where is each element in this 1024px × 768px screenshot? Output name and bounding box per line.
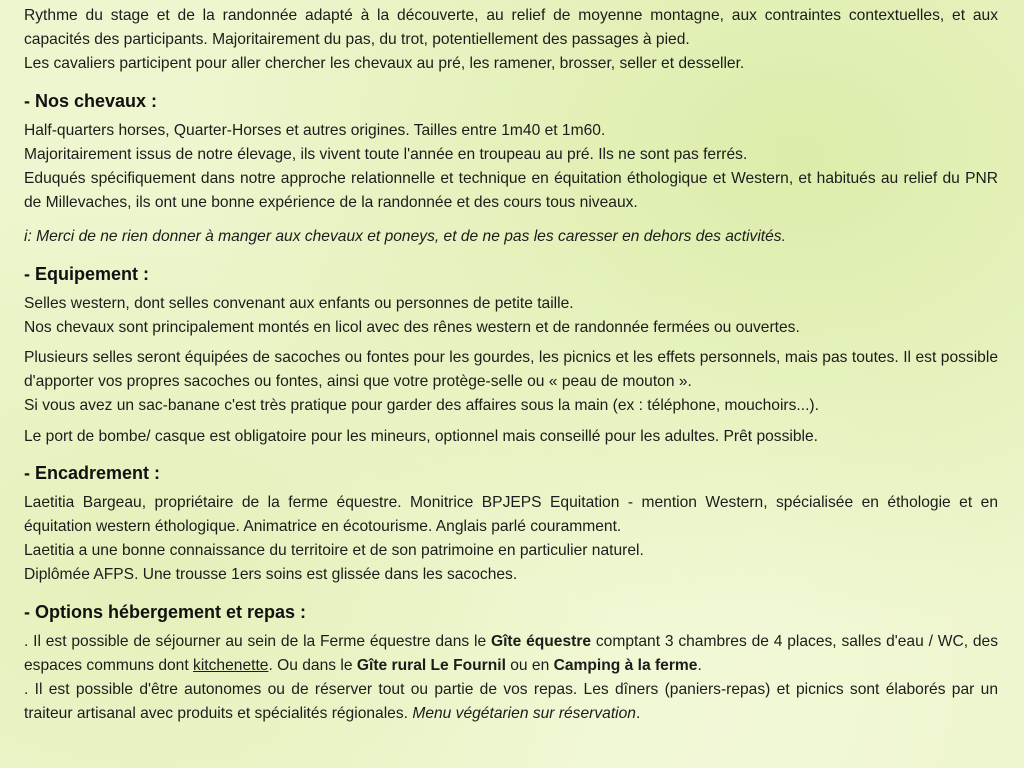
vegetarian-menu-note: Menu végétarien sur réservation — [412, 705, 636, 723]
section-title-equipement: - Equipement : — [24, 263, 149, 284]
encadrement-line-knowledge: Laetitia a une bonne connaissance du territoire et de son patrimoine en particulier naturel. — [24, 542, 644, 560]
equipement-line-helmet: Le port de bombe/ casque est obligatoire pour les mineurs, optionnel mais conseillé pour les adultes. Prêt possible. — [24, 427, 819, 445]
intro-paragraph-rhythm: Rythme du stage et de la randonnée adapté à la découverte, au relief de moyenne montagne, aux contraintes contextuelles, et aux capacités des participants. Majoritairement du pas, du trot, potentiellement des passages à pied. — [24, 7, 998, 49]
section-title-chevaux: - Nos chevaux : — [24, 90, 158, 111]
options-lodging-text-2: comptant 3 chambres de 4 places, salles d'eau / WC, des espaces communs dont — [24, 632, 998, 674]
options-paragraph-meals — [24, 678, 998, 726]
intro-paragraph-participation: Les cavaliers participent pour aller chercher les chevaux au pré, les ramener, brosser, seller et desseller. — [24, 55, 745, 73]
section-title-options: - Options hébergement et repas : — [24, 601, 307, 622]
document-page — [24, 0, 998, 726]
options-lodging-text-4: ou en — [505, 656, 554, 674]
chevaux-line-breeds: Half-quarters horses, Quarter-Horses et autres origines. Tailles entre 1m40 et 1m60. — [24, 121, 606, 139]
chevaux-line-training: Eduqués spécifiquement dans notre approche relationnelle et technique en équitation éthologique et Western, et habitués au relief du PNR de Millevaches, ils ont une bonne expérience de la randonnée et des cours tous niveaux. — [24, 170, 998, 212]
equipement-line-halter: Nos chevaux sont principalement montés en licol avec des rênes western et de randonnée fermées ou ouvertes. — [24, 318, 800, 336]
options-meals-period: . — [635, 705, 641, 723]
gite-rural-label: Gîte rural Le Fournil — [356, 656, 506, 674]
options-meals-text: . Il est possible d'être autonomes ou de réserver tout ou partie de vos repas. Les dîners (paniers-repas) et picnics sont élaborés par un traiteur artisanal avec produits et spécialités régionales. — [24, 681, 998, 723]
equipement-line-bags: Plusieurs selles seront équipées de sacoches ou fontes pour les gourdes, les picnics et les effets personnels, mais pas toutes. Il est possible d'apporter vos propres sacoches ou fontes, ainsi que votre protège-selle ou « peau de mouton ». — [24, 349, 998, 391]
cut-off-line — [24, 0, 998, 4]
encadrement-line-first-aid: Diplômée AFPS. Une trousse 1ers soins est glissée dans les sacoches. — [24, 566, 518, 584]
intro-cut-text — [24, 0, 998, 4]
camping-label: Camping à la ferme — [553, 656, 698, 674]
gite-equestre-label: Gîte équestre — [490, 632, 592, 650]
options-lodging-period: . — [697, 656, 702, 674]
equipement-line-banana: Si vous avez un sac-banane c'est très pratique pour garder des affaires sous la main (ex : téléphone, mouchoirs...). — [24, 397, 819, 415]
options-lodging-text-3: . Ou dans le — [268, 656, 357, 674]
options-lodging-text: . Il est possible de séjourner au sein de la Ferme équestre dans le — [24, 632, 491, 650]
options-paragraph-lodging — [24, 630, 998, 678]
section-title-encadrement: - Encadrement : — [24, 462, 161, 483]
chevaux-line-origin: Majoritairement issus de notre élevage, ils vivent toute l'année en troupeau au pré. Ils ne sont pas ferrés. — [24, 145, 748, 163]
chevaux-note: i: Merci de ne rien donner à manger aux chevaux et poneys, et de ne pas les caresser en dehors des activités. — [24, 228, 786, 246]
encadrement-line-instructor: Laetitia Bargeau, propriétaire de la ferme équestre. Monitrice BPJEPS Equitation - mention Western, spécialisée en éthologie et en équitation western éthologique. Animatrice en écotourisme. Anglais parlé couramment. — [24, 493, 998, 536]
equipement-line-saddles: Selles western, dont selles convenant aux enfants ou personnes de petite taille. — [24, 294, 574, 312]
kitchenette-link[interactable]: kitchenette — [193, 656, 269, 674]
